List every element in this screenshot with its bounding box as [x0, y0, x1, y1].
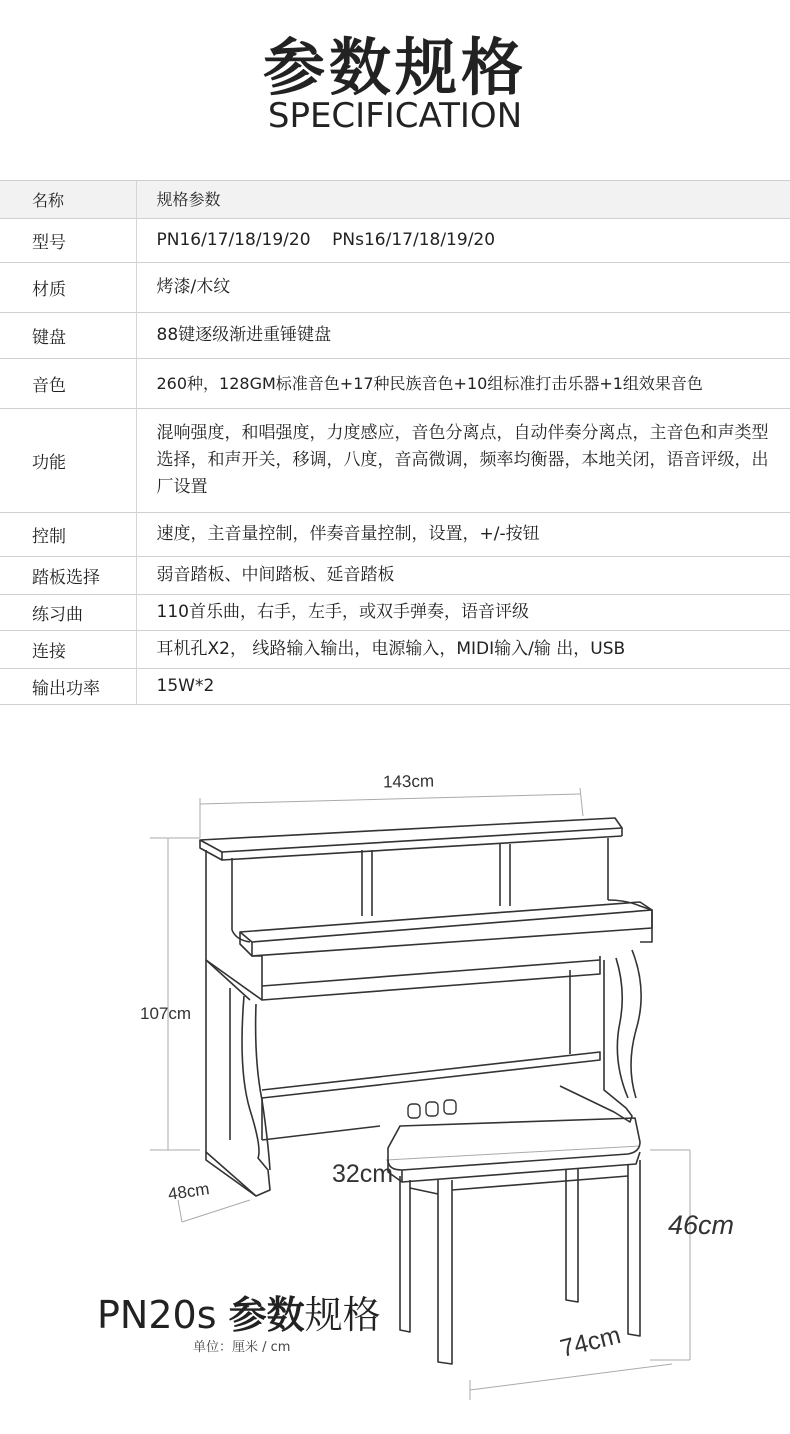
model-title-bold: 参数 — [228, 1293, 305, 1337]
row-key: 控制 — [0, 513, 136, 557]
table-row — [0, 557, 790, 595]
table-row — [0, 595, 790, 631]
table-row — [0, 263, 790, 313]
unit-note: 单位：厘米 / cm — [193, 1340, 291, 1355]
model-spec-title — [97, 1284, 381, 1339]
row-key: 连接 — [0, 631, 136, 669]
row-value: 88键逐级渐进重锤键盘 — [136, 313, 790, 359]
table-header-row — [0, 181, 790, 219]
spec-table — [0, 180, 790, 705]
row-key: 音色 — [0, 359, 136, 409]
table-row — [0, 409, 790, 513]
width-dimension-label: 143cm — [382, 771, 435, 792]
row-value: 混响强度，和唱强度，力度感应，音色分离点，自动伴奏分离点，主音色和声类型选择，和声开关，移调，八度，音高微调，频率均衡器，本地关闭，语音评级，出厂设置 — [136, 409, 790, 513]
depth-dimension-label: 48cm — [166, 1179, 211, 1204]
row-key: 型号 — [0, 219, 136, 263]
table-row — [0, 631, 790, 669]
piano-outline — [200, 818, 652, 1196]
row-value: 260种，128GM标准音色+17种民族音色+10组标准打击乐器+1组效果音色 — [136, 359, 790, 409]
row-value: 速度，主音量控制，伴奏音量控制，设置，+/-按钮 — [136, 513, 790, 557]
model-name: PN20s — [97, 1293, 217, 1337]
table-row — [0, 313, 790, 359]
table-row — [0, 513, 790, 557]
pedals-icon — [408, 1100, 456, 1118]
row-value: PN16/17/18/19/20 PNs16/17/18/19/20 — [136, 219, 790, 263]
row-key: 练习曲 — [0, 595, 136, 631]
table-row — [0, 669, 790, 705]
row-key: 踏板选择 — [0, 557, 136, 595]
row-key: 功能 — [0, 409, 136, 513]
row-value: 耳机孔X2， 线路输入输出，电源输入，MIDI输入/输 出，USB — [136, 631, 790, 669]
height-dimension-label: 107cm — [140, 1004, 192, 1023]
row-value: 弱音踏板、中间踏板、延音踏板 — [136, 557, 790, 595]
row-value: 110首乐曲，右手，左手，或双手弹奏，语音评级 — [136, 595, 790, 631]
row-key: 材质 — [0, 263, 136, 313]
row-key: 输出功率 — [0, 669, 136, 705]
page-title: 参数规格 — [262, 31, 527, 104]
bench-depth-label: 32cm — [332, 1160, 394, 1188]
page-subtitle: SPECIFICATION — [267, 96, 523, 136]
table-row — [0, 219, 790, 263]
bench-height-label: 46cm — [668, 1210, 735, 1240]
row-key: 键盘 — [0, 313, 136, 359]
bench-width-label: 74cm — [557, 1321, 624, 1363]
row-value: 烤漆/木纹 — [136, 263, 790, 313]
table-row — [0, 359, 790, 409]
header-value: 规格参数 — [136, 181, 790, 219]
row-value: 15W*2 — [136, 669, 790, 705]
header-key: 名称 — [0, 181, 136, 219]
model-title-rest: 规格 — [304, 1293, 381, 1337]
